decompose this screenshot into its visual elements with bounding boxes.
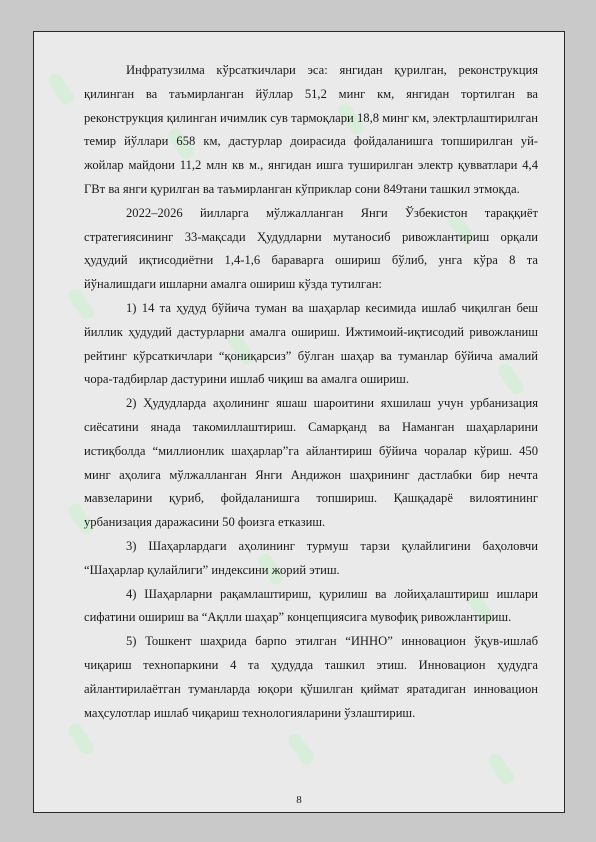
watermark-mark bbox=[66, 721, 97, 757]
paragraph-strategy-goal-33: 2022–2026 йилларга мўлжалланган Янги Ўзбекистон тараққиёт стратегиясининг 33-мақсади Ҳудудларни мутаносиб ривожлантириш орқали ҳудудий иқтисодиётни 1,4-1,6 бараварга ошириш бўлиб, унга кўра 8 та йўналишдаги ишларни амалга ошириш кўзда тутилган: bbox=[84, 205, 538, 292]
paragraph-infrastructure-indicators: Инфратузилма кўрсаткичлари эса: янгидан қурилган, реконструкция қилинган ва таъмирланган йўллар 51,2 минг км, янгидан тортилган ва реконструкция қилинган ичимлик сув тармоқлари 18,8 минг км, электрлаштирилган темир йўллари 658 км, дастурлар доирасида фойдаланишга топширилган уй-жойлар майдони 11,2 млн кв м., янгидан ишга туширилган электр қувватлари 4,4 ГВт ва янги қурилган ва таъмирланган кўприклар сони 849тани ташкил этмоқда. bbox=[84, 63, 538, 196]
paragraph-item-4: 4) Шаҳарларни рақамлаштириш, қурилиш ва лойиҳалаштириш ишлари сифатини ошириш ва “Ақлли шаҳар” концепциясига мувофиқ ривожлантириш. bbox=[84, 586, 538, 625]
paragraph-item-3: 3) Шаҳарлардаги аҳолининг турмуш тарзи қулайлигини баҳоловчи “Шаҳарлар қулайлиги” индексини жорий этиш. bbox=[84, 538, 538, 577]
document-page bbox=[33, 31, 565, 813]
body-text bbox=[84, 59, 538, 725]
paragraph-item-1: 1) 14 та ҳудуд бўйича туман ва шаҳарлар кесимида ишлаб чиқилган беш йиллик ҳудудий дастурларни амалга ошириш. Ижтимоий-иқтисодий ривожланиш рейтинг кўрсаткичлари “қониқарсиз” бўлган шаҳар ва туманлар бўйича амалий чора-тадбирлар дастурини ишлаб чиқиш ва амалга ошириш. bbox=[84, 300, 538, 387]
watermark-mark bbox=[286, 731, 317, 767]
watermark-mark bbox=[46, 71, 77, 107]
page-number: 8 bbox=[296, 794, 302, 806]
paragraph-item-5: 5) Тошкент шаҳрида барпо этилган “ИННО” инновацион ўқув-ишлаб чиқариш технопаркини 4 та ҳудудда ташкил этиш. Инновацион ҳудудга айлантирилаётган туманларда юқори қўшилган қиймат яратадиган инновацион маҳсулотлар ишлаб чиқариш технологияларини ўзлаштириш. bbox=[84, 634, 538, 720]
paragraph-item-2: 2) Ҳудудларда аҳолининг яшаш шароитини яхшилаш учун урбанизация сиёсатини янада такомиллаштириш. Самарқанд ва Наманган шаҳарларини истиқболда “миллионлик шаҳарлар”га айлантириш бўйича чоралар кўриш. 450 минг аҳолига мўлжалланган Янги Андижон шаҳрининг дастлабки бир нечта мавзеларини қуриб, фойдаланишга топшириш. Қашқадарё вилоятининг урбанизация даражасини 50 фоизга етказиш. bbox=[84, 396, 538, 530]
watermark-mark bbox=[486, 751, 517, 787]
